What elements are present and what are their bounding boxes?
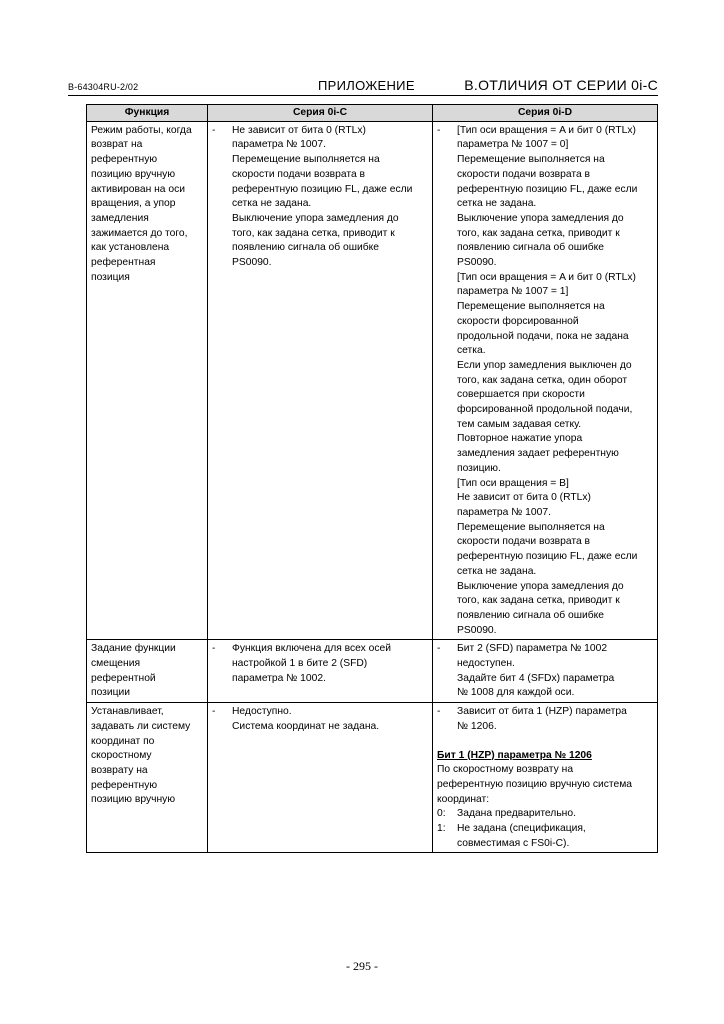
series-c-cell: - Не зависит от бита 0 (RTLx) параметра № 1007. Перемещение выполняется на скорости подачи возврата в референтную позицию FL, даже если сетка не задана. Выключение упора замедления до того, как задана сетка, приводит к появлению сигнала об ошибке PS0090.	[208, 121, 433, 640]
list-marker: -	[437, 124, 441, 136]
list-marker: -	[437, 706, 441, 718]
function-cell: Задание функции смещения референтной позиции	[87, 640, 208, 703]
list-item: 0: Задана предварительно.	[437, 808, 576, 820]
chapter-title: В.ОТЛИЧИЯ ОТ СЕРИИ 0i-C	[464, 77, 658, 93]
comparison-table	[86, 104, 658, 853]
series-d-cell: - Бит 2 (SFD) параметра № 1002 недоступен. Задайте бит 4 (SFDx) параметра № 1008 для каждой оси.	[433, 640, 658, 703]
table-header-row	[87, 105, 658, 122]
list-item: 1: Не задана (спецификация, совместимая с FS0i-C).	[437, 823, 586, 849]
page-header	[68, 76, 658, 94]
parameter-subheading: Бит 1 (HZP) параметра № 1206	[437, 749, 592, 761]
list-marker: -	[437, 643, 441, 655]
list-marker: -	[212, 706, 216, 718]
table-row	[87, 640, 658, 703]
series-d-cell: - [Тип оси вращения = A и бит 0 (RTLx) параметра № 1007 = 0] Перемещение выполняется на скорости подачи возврата в референтную позицию FL, даже если сетка не задана. Выключение упора замедления до того, как задана сетка, приводит к появлению сигнала об ошибке PS0090. [Тип оси вращения = A и бит 0 (RTLx) параметра № 1007 = 1] Перемещение выполняется на скорости форсированной продольной подачи, пока не задана сетка. Если упор замедления выключен до того, как задана сетка, один оборот совершается при скорости форсированной продольной подачи, тем самым задавая сетку. Повторное нажатие упора замедления задает референтную позицию. [Тип оси вращения = B] Не зависит от бита 0 (RTLx) параметра № 1007. Перемещение выполняется на скорости подачи возврата в референтную позицию FL, даже если сетка не задана. Выключение упора замедления до того, как задана сетка, приводит к появлению сигнала об ошибке PS0090.	[433, 121, 658, 640]
page-number: - 295 -	[346, 959, 378, 973]
list-marker: -	[212, 643, 216, 655]
series-c-cell: - Функция включена для всех осей настройкой 1 в бите 2 (SFD) параметра № 1002.	[208, 640, 433, 703]
header-function: Функция	[87, 105, 208, 122]
table-row	[87, 121, 658, 640]
document-code: B-64304RU-2/02	[68, 82, 139, 92]
function-cell: Устанавливает, задавать ли систему координат по скоростному возврату на референтную позицию вручную	[87, 703, 208, 853]
section-title: ПРИЛОЖЕНИЕ	[318, 78, 415, 93]
list-marker: -	[212, 124, 216, 136]
header-series-c: Серия 0i-C	[208, 105, 433, 122]
function-cell: Режим работы, когда возврат на референтную позицию вручную активирован на оси вращения, а упор замедления зажимается до того, как установлена референтная позиция	[87, 121, 208, 640]
series-c-cell: - Недоступно. Система координат не задана.	[208, 703, 433, 853]
series-d-cell: - Зависит от бита 1 (HZP) параметра № 1206. Бит 1 (HZP) параметра № 1206 По скоростному возврату на референтную позицию вручную система координат: 0: Задана предварительно. 1: Не задана (спецификация, совместимая с FS0i-C).	[433, 703, 658, 853]
header-rule	[68, 95, 658, 96]
header-series-d: Серия 0i-D	[433, 105, 658, 122]
table-row	[87, 703, 658, 853]
